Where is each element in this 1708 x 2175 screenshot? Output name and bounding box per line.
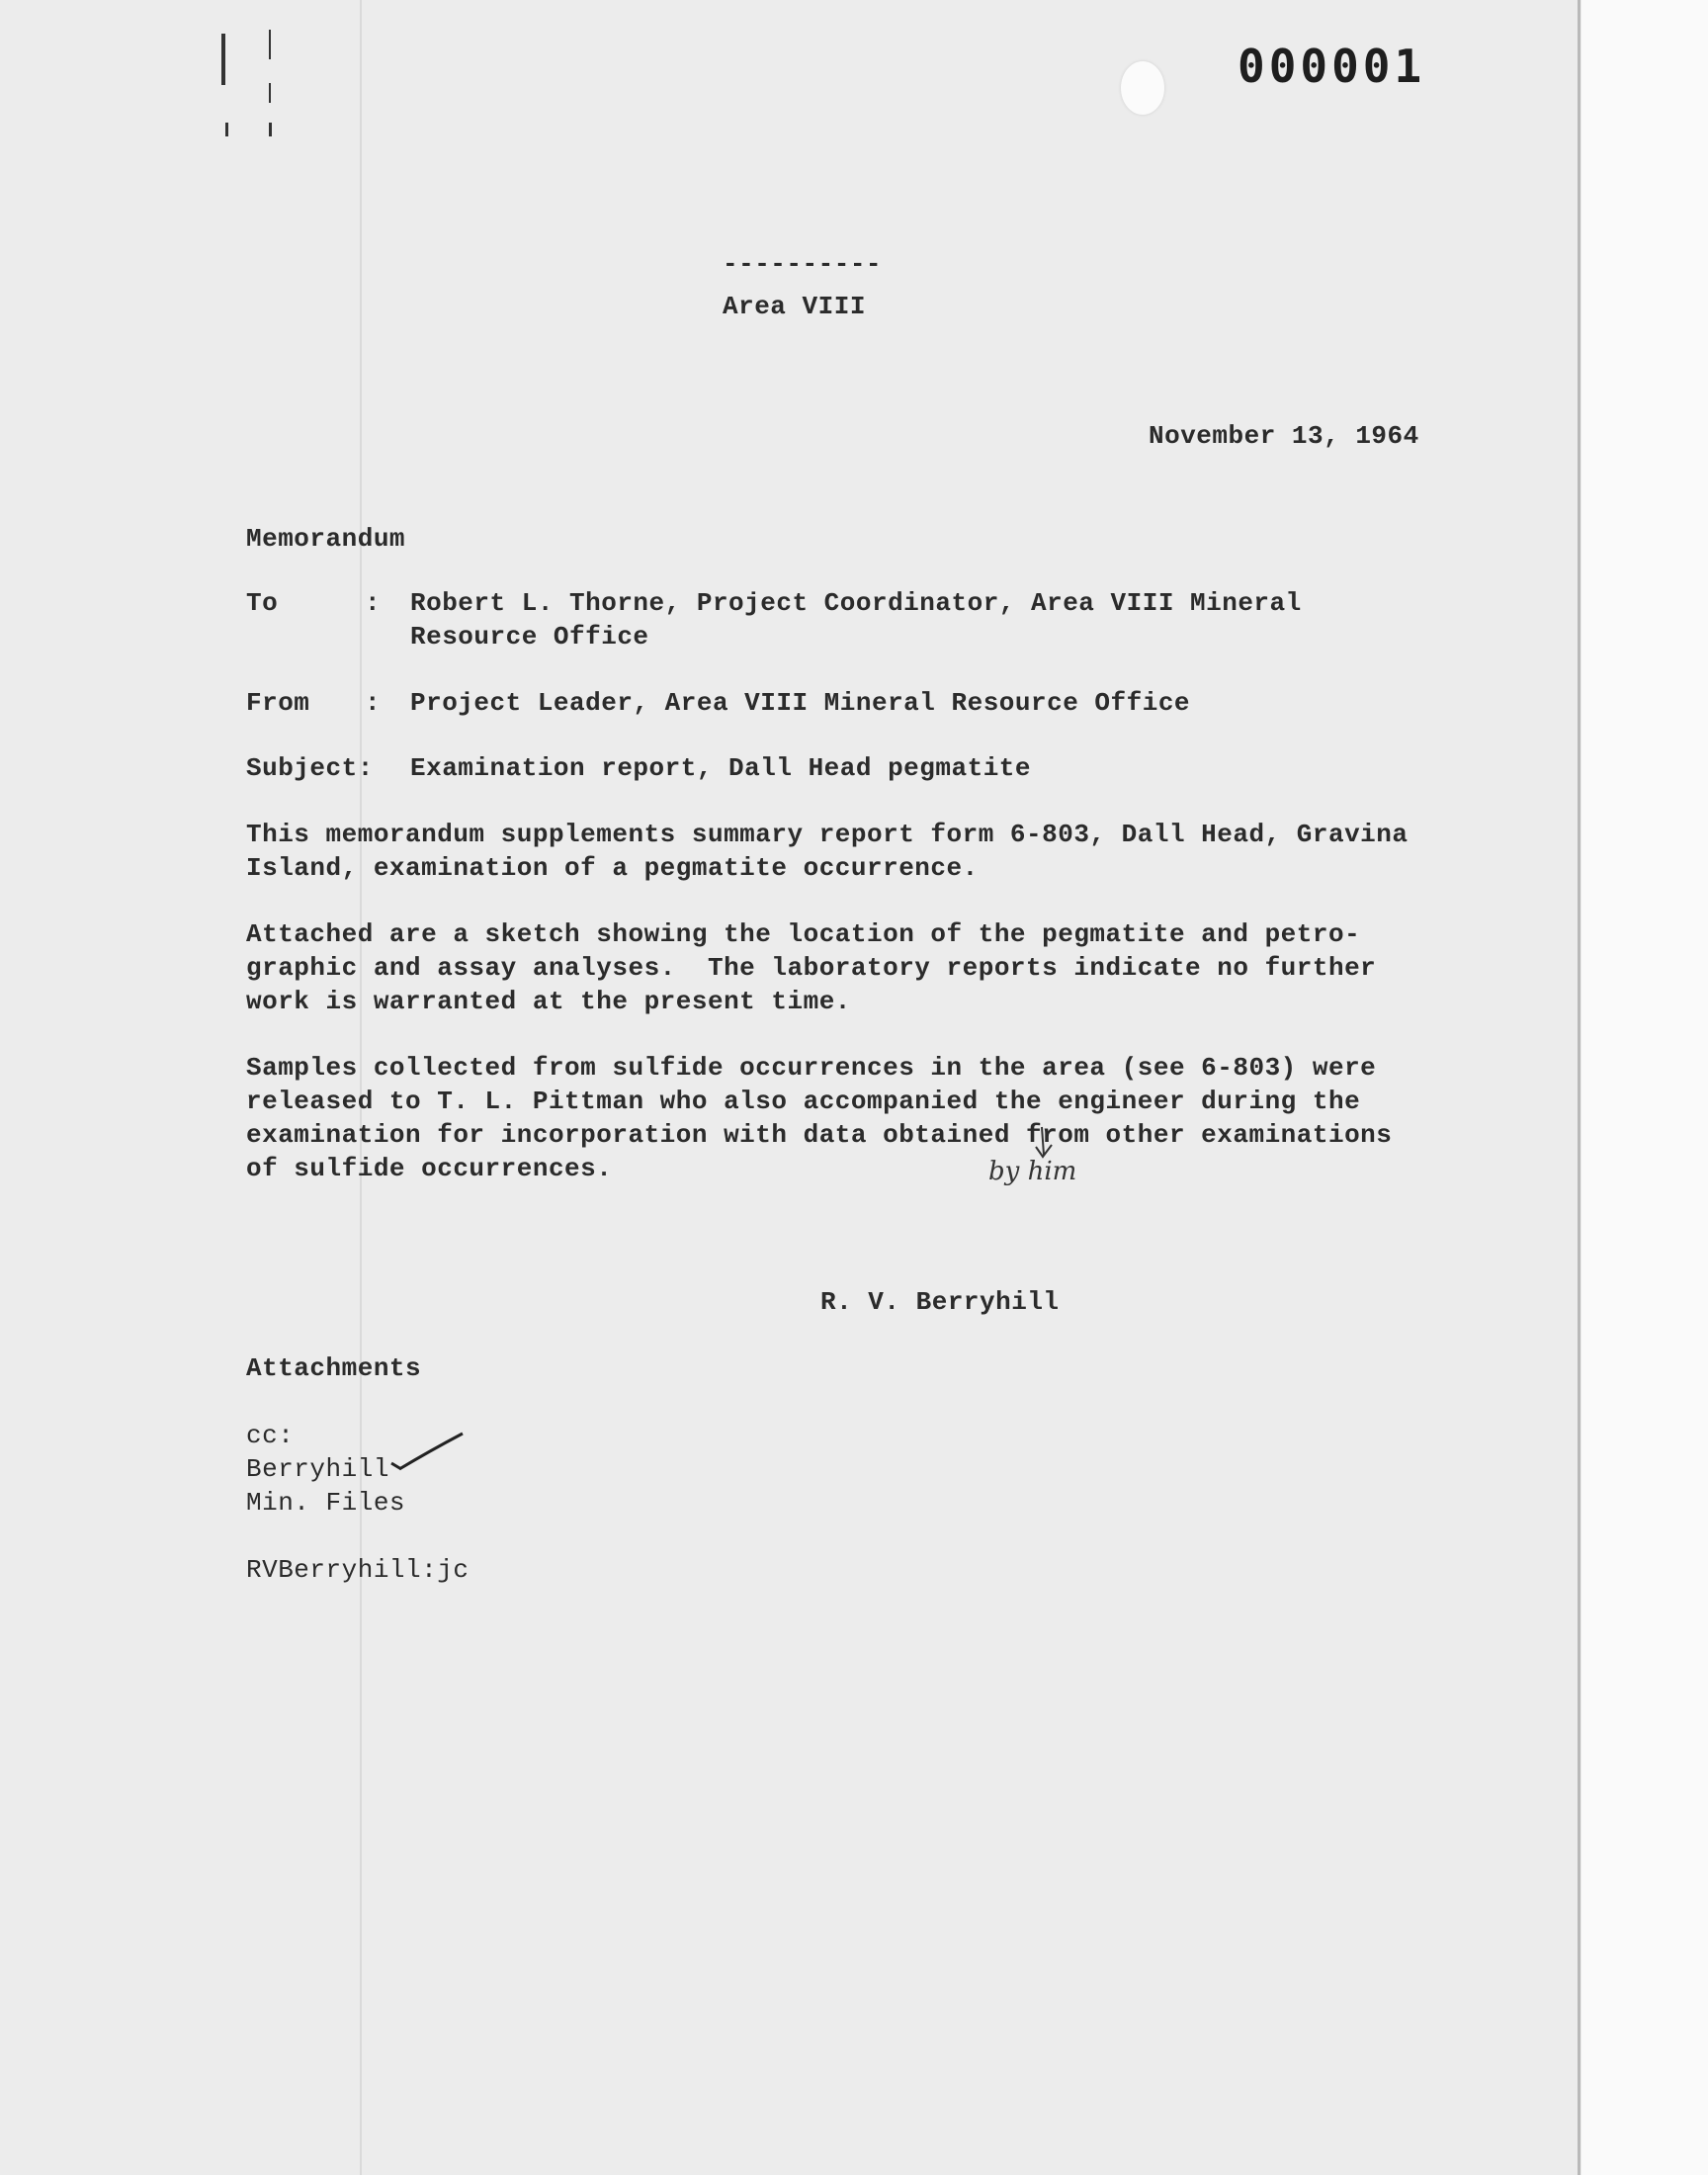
margin-mark (269, 30, 271, 59)
handwritten-insert: by him (988, 1157, 1077, 1186)
cc-recipient-berryhill: Berryhill (246, 1454, 389, 1484)
subject-value: Examination report, Dall Head pegmatite (410, 753, 1031, 783)
heading-rule: ---------- (723, 249, 883, 279)
memo-date: November 13, 1964 (1149, 421, 1419, 451)
to-line-2: Resource Office (410, 622, 649, 652)
to-line-1: Robert L. Thorne, Project Coordinator, Area VIII Mineral (410, 588, 1302, 618)
paragraph-3-line-3: examination for incorporation with data obtained from other examinations (246, 1120, 1393, 1150)
paragraph-2-line-1: Attached are a sketch showing the location of the pegmatite and petro- (246, 919, 1361, 949)
paragraph-2-line-2: graphic and assay analyses. The laboratory reports indicate no further (246, 953, 1377, 983)
to-label: To (246, 588, 279, 618)
cc-recipient-min-files: Min. Files (246, 1488, 406, 1518)
typist-initials: RVBerryhill:jc (246, 1555, 470, 1585)
subject-label: Subject: (246, 753, 374, 783)
from-value: Project Leader, Area VIII Mineral Resource Office (410, 688, 1191, 718)
scan-margin (1581, 0, 1708, 2175)
area-heading: Area VIII (723, 292, 866, 321)
paragraph-3-line-4: of sulfide occurrences. (246, 1154, 613, 1183)
attachments-label: Attachments (246, 1353, 422, 1383)
cc-label: cc: (246, 1421, 295, 1450)
paragraph-1-line-2: Island, examination of a pegmatite occurrence. (246, 853, 979, 883)
paragraph-1-line-1: This memorandum supplements summary report form 6-803, Dall Head, Gravina (246, 820, 1409, 849)
margin-mark (221, 34, 225, 85)
punch-hole (1121, 61, 1164, 115)
check-mark (389, 1430, 469, 1473)
paragraph-2-line-3: work is warranted at the present time. (246, 987, 851, 1016)
to-colon: : (365, 588, 382, 618)
paragraph-3-line-2: released to T. L. Pittman who also accompanied the engineer during the (246, 1087, 1361, 1116)
document-number: 000001 (1238, 40, 1426, 93)
margin-mark (269, 83, 271, 103)
paragraph-3-line-1: Samples collected from sulfide occurrences in the area (see 6-803) were (246, 1053, 1377, 1083)
from-colon: : (365, 688, 382, 718)
memo-label: Memorandum (246, 524, 406, 554)
page-edge (1578, 0, 1580, 2175)
margin-mark (225, 123, 228, 136)
signature-name: R. V. Berryhill (820, 1287, 1060, 1317)
margin-mark (269, 123, 272, 136)
from-label: From (246, 688, 310, 718)
